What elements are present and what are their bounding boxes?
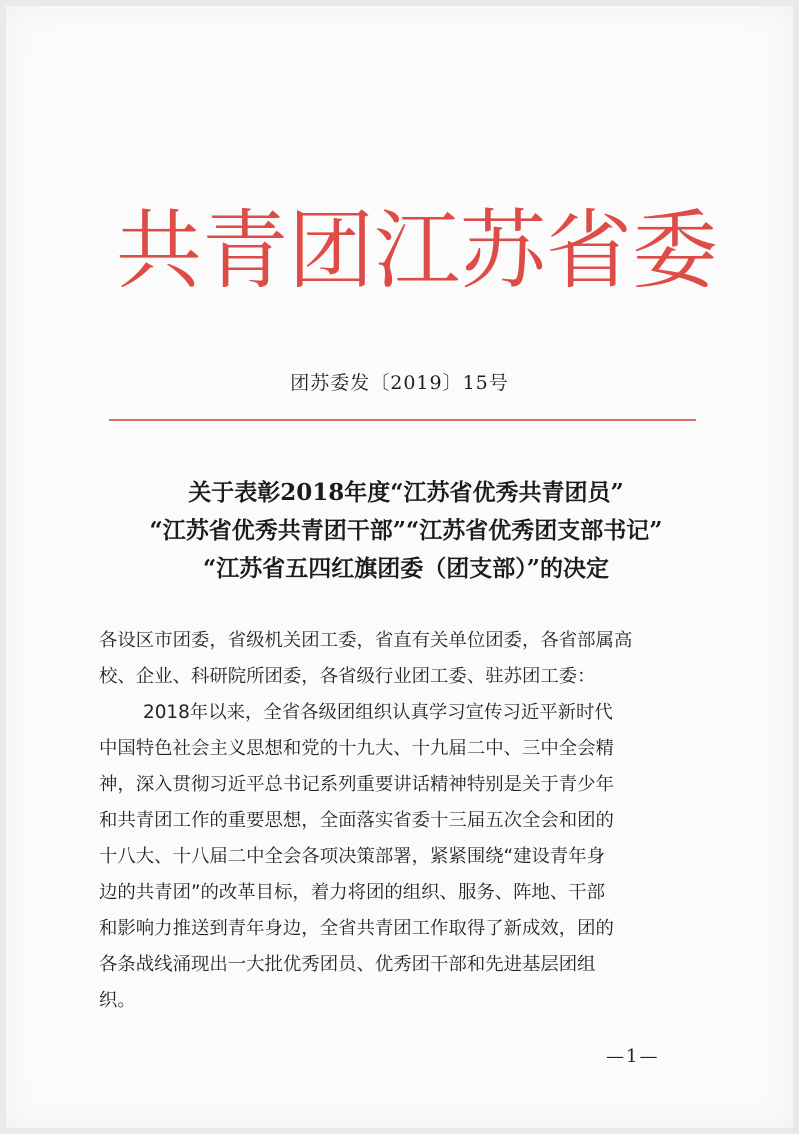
header-char: 委 (632, 201, 718, 301)
paragraph-line: 中国特色社会主义思想和党的十九大、十九届二中、三中全会精 (99, 738, 614, 759)
document-number: 团苏委发〔2019〕15号 (290, 372, 509, 394)
paragraph-line: 各条战线涌现出一大批优秀团员、优秀团干部和先进基层团组 (99, 954, 596, 975)
header-char: 省 (546, 201, 632, 301)
header-char: 团 (288, 201, 374, 301)
paragraph-line: 2018年以来，全省各级团组织认真学习宣传习近平新时代 (143, 702, 613, 723)
paragraph-line: 和共青团工作的重要思想，全面落实省委十三届五次全会和团的 (99, 810, 614, 831)
addressee-line: 校、企业、科研院所团委，各省级行业团工委、驻苏团工委： (99, 666, 596, 687)
document-title (66, 474, 746, 588)
addressee-line: 各设区市团委，省级机关团工委，省直有关单位团委，各省部属高 (99, 630, 633, 651)
document-page (6, 6, 793, 1128)
title-line: 关于表彰2018年度“江苏省优秀共青团员” (188, 479, 624, 506)
title-line: “江苏省五四红旗团委（团支部）”的决定 (203, 555, 609, 582)
paragraph-line: 织。 (99, 990, 136, 1011)
header-char: 青 (202, 201, 288, 301)
paragraph-line: 和影响力推送到青年身边，全省共青团工作取得了新成效，团的 (99, 918, 614, 939)
title-line: “江苏省优秀共青团干部”“江苏省优秀团支部书记” (149, 517, 663, 544)
paragraph-line: 神，深入贯彻习近平总书记系列重要讲话精神特别是关于青少年 (99, 774, 614, 795)
red-divider-line (109, 419, 696, 421)
org-header-title (116, 196, 718, 306)
page-number: —1— (606, 1046, 660, 1067)
paragraph-line: 边的共青团”的改革目标，着力将团的组织、服务、阵地、干部 (99, 882, 606, 903)
document-body (99, 623, 711, 1019)
paragraph-line: 十八大、十八届二中全会各项决策部署，紧紧围绕“建设青年身 (99, 846, 606, 867)
header-char: 苏 (460, 201, 546, 301)
header-char: 江 (374, 201, 460, 301)
header-char: 共 (116, 201, 202, 301)
